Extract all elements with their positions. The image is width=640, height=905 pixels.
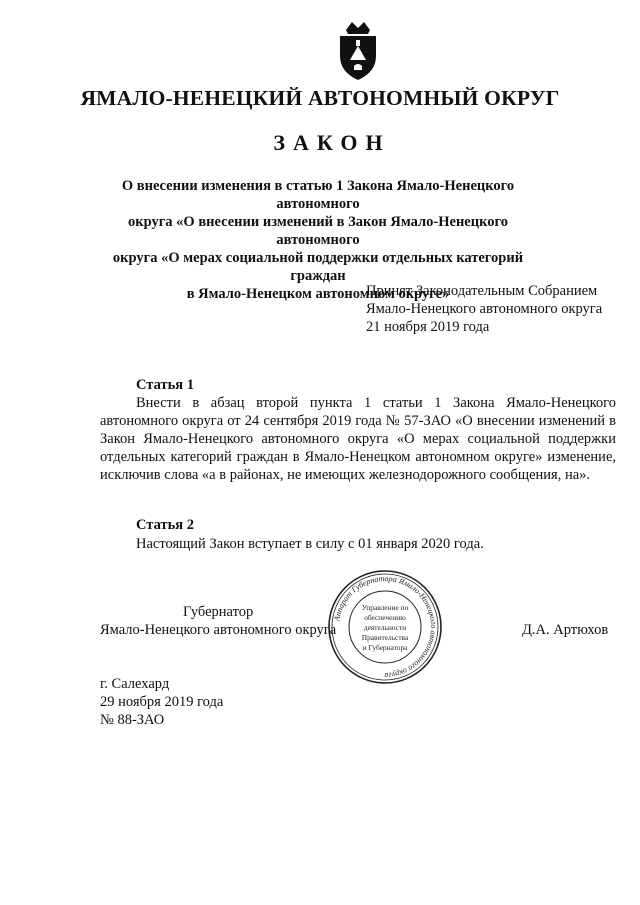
city: г. Салехард: [100, 676, 170, 692]
svg-text:Аппарат Губернатора Ямало-Нене: Аппарат Губернатора Ямало-Ненецкого автономного округа: [332, 573, 439, 681]
law-title: ЗАКОН: [273, 130, 391, 155]
article-2-text: Настоящий Закон вступает в силу с 01 января 2020 года.: [136, 536, 484, 552]
adoption-line: Ямало-Ненецкого автономного округа: [366, 301, 603, 317]
signing-date: 29 ноября 2019 года: [100, 694, 224, 710]
subject-line: О внесении изменения в статью 1 Закона Ямало-Ненецкого автономного: [121, 178, 515, 212]
svg-text:деятельности: деятельности: [363, 623, 407, 632]
svg-text:и Губернатора: и Губернатора: [362, 643, 408, 652]
official-seal-stamp: [326, 568, 444, 686]
adoption-note: [366, 282, 626, 336]
svg-text:обеспечению: обеспечению: [364, 613, 406, 622]
region-heading: ЯМАЛО-НЕНЕЦКИЙ АВТОНОМНЫЙ ОКРУГ: [80, 86, 560, 110]
coat-of-arms-icon: [332, 20, 384, 82]
signatory-name: Д.А. Артюхов: [522, 622, 609, 638]
subject-line: в Ямало-Ненецком автономном округе»: [186, 286, 450, 302]
adoption-date: 21 ноября 2019 года: [366, 319, 490, 335]
subject-line: округа «О внесении изменений в Закон Ямало-Ненецкого автономного: [128, 214, 508, 248]
signatory-region: Ямало-Ненецкого автономного округа: [100, 622, 337, 638]
subject-line: округа «О мерах социальной поддержки отдельных категорий граждан: [112, 250, 524, 284]
article-1-text: Внести в абзац второй пункта 1 статьи 1 Закона Ямало-Ненецкого автономного округа от 24 сентября 2019 года № 57-ЗАО «О внесении изменений в Закон Ямало-Ненецкого автономного округа «О мерах социальной поддержки отдельных категорий граждан в Ямало-Ненецком автономном округе» изменение, исключив слова «а в районах, не имеющих железнодорожного сообщения, на».: [100, 395, 616, 483]
adoption-line: Принят Законодательным Собранием: [366, 283, 598, 299]
article-2-heading: Статья 2: [136, 517, 194, 533]
place-and-number: [100, 675, 223, 729]
article-1-heading: Статья 1: [136, 377, 194, 393]
svg-text:Правительства: Правительства: [361, 633, 409, 642]
svg-text:Управление по: Управление по: [361, 603, 409, 612]
law-number: № 88-ЗАО: [100, 712, 165, 728]
signatory-title: Губернатор: [183, 604, 254, 620]
